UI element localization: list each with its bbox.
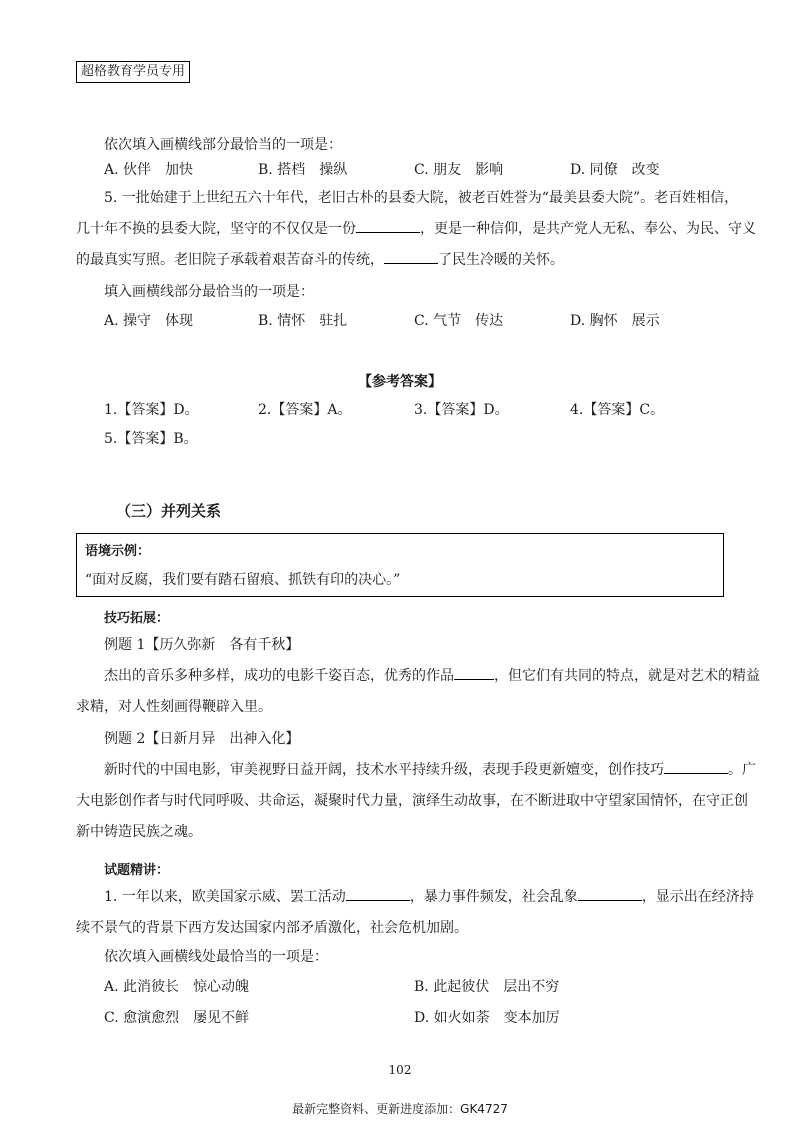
q5-line-2-b: ，更是一种信仰，是共产党人无私、奉公、为民、守义 — [420, 221, 756, 237]
practice-prompt: 依次填入画横线处最恰当的一项是： — [104, 949, 328, 965]
q5-prompt: 填入画横线部分最恰当的一项是： — [104, 284, 314, 300]
example-2-text-b: 。广 — [728, 762, 756, 778]
q4-option-a: A. 伙伴 加快 — [104, 162, 194, 178]
q5-option-a: A. 操守 体现 — [104, 313, 194, 329]
fill-blank — [454, 665, 494, 680]
context-quote: “面对反腐，我们要有踏石留痕、抓铁有印的决心。” — [85, 572, 401, 588]
example-2-line-2: 大电影创作者与时代同呼吸、共命运，凝聚时代力量，演绎生动故事，在不断进取中守望家国情怀，在守正创 — [76, 793, 748, 809]
context-box — [76, 533, 724, 597]
header-label: 超格教育学员专用 — [76, 61, 190, 83]
answer-3: 3.【答案】D。 — [414, 402, 509, 418]
footer-note: 最新完整资料、更新进度添加：GK4727 — [292, 1102, 508, 1116]
practice-q1-line-1 — [104, 886, 754, 908]
example-1-title: 例题 1【历久弥新 各有千秋】 — [104, 637, 300, 653]
fill-blank — [346, 886, 410, 901]
q5-line-3-b: 了民生冷暖的关怀。 — [438, 252, 564, 268]
skills-title: 技巧拓展： — [104, 611, 170, 626]
example-2-text-a: 新时代的中国电影，审美视野日益开阔，技术水平持续升级，表现手段更新嬗变，创作技巧 — [104, 762, 664, 778]
practice-option-b: B. 此起彼伏 层出不穷 — [414, 979, 560, 995]
section-title: （三）并列关系 — [116, 502, 222, 520]
q4-option-d: D. 同僚 改变 — [570, 162, 660, 178]
q5-line-1: 5. 一批始建于上世纪五六十年代，老旧古朴的县委大院，被老百姓誉为“最美县委大院”。老百姓相信， — [104, 190, 739, 206]
practice-title: 试题精讲： — [104, 863, 170, 878]
example-1-text-a: 杰出的音乐多种多样，成功的电影千姿百态，优秀的作品 — [104, 668, 454, 684]
q5-line-3-a: 的最真实写照。老旧院子承载着艰苦奋斗的传统， — [76, 252, 384, 268]
context-label: 语境示例： — [85, 544, 151, 559]
example-1-line-1 — [104, 665, 760, 687]
example-2-line-3: 新中铸造民族之魂。 — [76, 824, 202, 840]
q4-prompt: 依次填入画横线部分最恰当的一项是： — [104, 137, 342, 153]
fill-blank — [578, 886, 642, 901]
example-2-line-1 — [104, 759, 756, 781]
answers-title: 【参考答案】 — [358, 374, 442, 390]
example-2-title: 例题 2【日新月异 出神入化】 — [104, 731, 300, 747]
practice-option-d: D. 如火如荼 变本加厉 — [414, 1010, 560, 1026]
answer-4: 4.【答案】C。 — [570, 402, 665, 418]
practice-q1-line-2: 续不景气的背景下西方发达国家内部矛盾激化，社会危机加剧。 — [76, 920, 468, 936]
q5-option-c: C. 气节 传达 — [414, 313, 504, 329]
answer-2: 2.【答案】A。 — [258, 402, 352, 418]
practice-q1-text-a: 1. 一年以来，欧美国家示威、罢工活动 — [104, 889, 346, 905]
practice-q1-text-b: ，暴力事件频发，社会乱象 — [409, 889, 578, 905]
answer-5: 5.【答案】B。 — [104, 431, 198, 447]
example-1-text-b: ，但它们有共同的特点，就是对艺术的精益 — [494, 668, 760, 684]
answer-1: 1.【答案】D。 — [104, 402, 199, 418]
example-1-line-2: 求精，对人性刻画得鞭辟入里。 — [76, 699, 272, 715]
fill-blank — [356, 218, 420, 233]
practice-q1-text-c: ，显示出在经济持 — [641, 889, 754, 905]
q4-option-b: B. 搭档 操纵 — [258, 162, 348, 178]
q4-option-c: C. 朋友 影响 — [414, 162, 504, 178]
q5-line-2 — [76, 218, 756, 240]
q5-line-3 — [76, 249, 564, 271]
page-number: 102 — [388, 1063, 412, 1077]
practice-option-a: A. 此消彼长 惊心动魄 — [104, 979, 250, 995]
fill-blank — [664, 759, 728, 774]
fill-blank — [384, 249, 438, 264]
practice-option-c: C. 愈演愈烈 屡见不鲜 — [104, 1010, 250, 1026]
q5-option-b: B. 情怀 驻扎 — [258, 313, 348, 329]
q5-option-d: D. 胸怀 展示 — [570, 313, 660, 329]
q5-line-2-a: 几十年不换的县委大院，坚守的不仅仅是一份 — [76, 221, 356, 237]
